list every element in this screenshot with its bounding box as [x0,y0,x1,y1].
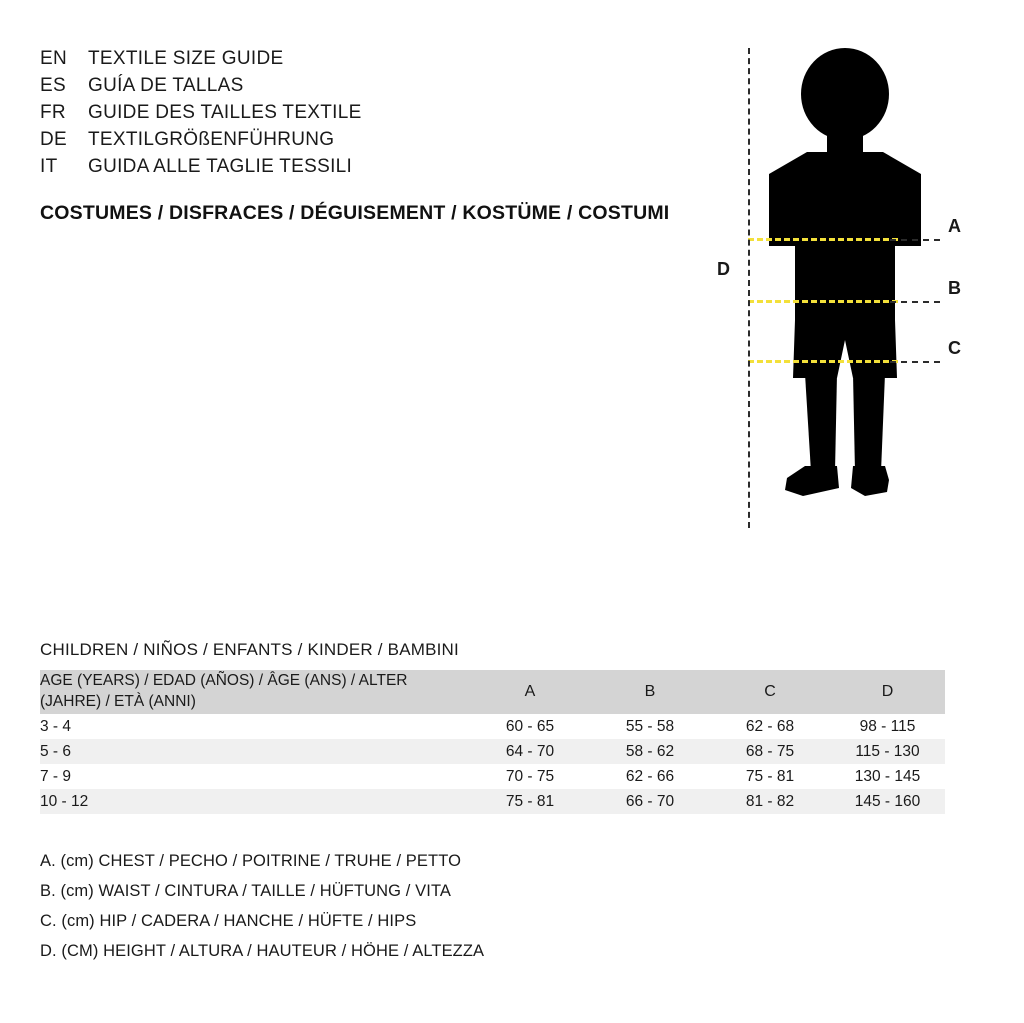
language-code: FR [40,102,66,123]
language-code: EN [40,48,67,69]
table-row [40,739,945,764]
language-title: TEXTILGRÖßENFÜHRUNG [88,129,335,150]
header-c: C [764,683,776,701]
table-row [40,714,945,739]
cell-a: 70 - 75 [505,767,555,785]
header-block [40,48,680,225]
table-row [40,764,945,789]
language-code: ES [40,75,66,96]
cell-c: 62 - 68 [745,717,795,735]
height-measure-line [748,48,750,528]
language-title: TEXTILE SIZE GUIDE [88,48,284,69]
cell-d: 98 - 115 [859,717,916,735]
cell-a: 64 - 70 [505,742,555,760]
language-row-de [40,129,680,151]
hip-measure-line [748,360,898,363]
cell-b: 55 - 58 [625,717,675,735]
cell-age: 3 - 4 [40,717,72,735]
language-row-it [40,156,680,178]
cell-d: 130 - 145 [854,767,921,785]
cell-a: 60 - 65 [505,717,555,735]
cell-age: 5 - 6 [40,742,72,760]
cell-b: 62 - 66 [625,767,675,785]
cell-b: 58 - 62 [625,742,675,760]
table-caption: CHILDREN / NIÑOS / ENFANTS / KINDER / BAMBINI [40,640,459,659]
header-b: B [644,683,656,701]
waist-leader-line [890,301,940,303]
label-b: B [948,278,961,298]
header-age: AGE (YEARS) / EDAD (AÑOS) / ÂGE (ANS) / ALTER (JAHRE) / ETÀ (ANNI) [40,672,408,710]
language-row-es [40,75,680,97]
cell-b: 66 - 70 [625,792,675,810]
table-row [40,789,945,814]
language-title: GUIDE DES TAILLES TEXTILE [88,102,362,123]
language-row-fr [40,102,680,124]
measurement-diagram [690,30,1000,550]
language-code: IT [40,156,58,177]
cell-c: 75 - 81 [745,767,795,785]
header-a: A [524,683,536,701]
waist-measure-line [748,300,898,303]
language-title: GUIDA ALLE TAGLIE TESSILI [88,156,353,177]
language-row-en [40,48,680,70]
legend-item-d: D. (CM) HEIGHT / ALTURA / HAUTEUR / HÖHE / ALTEZZA [40,942,485,960]
cell-c: 68 - 75 [745,742,795,760]
legend-block [40,852,740,972]
cell-a: 75 - 81 [505,792,555,810]
hip-leader-line [890,361,940,363]
label-a: A [948,216,961,236]
cell-d: 115 - 130 [855,742,920,760]
size-table-section [40,640,945,814]
child-silhouette-icon [745,48,945,538]
cell-age: 7 - 9 [40,767,72,785]
chest-leader-line [890,239,940,241]
costumes-subtitle: COSTUMES / DISFRACES / DÉGUISEMENT / KOSTÜME / COSTUMI [40,202,670,224]
header-d: D [881,683,894,701]
language-code: DE [40,129,67,150]
cell-age: 10 - 12 [40,792,89,810]
table-header-row [40,670,945,714]
size-table [40,670,945,814]
label-c: C [948,338,961,358]
chest-measure-line [748,238,898,241]
language-title: GUÍA DE TALLAS [88,75,244,96]
cell-d: 145 - 160 [854,792,921,810]
cell-c: 81 - 82 [745,792,795,810]
legend-item-a: A. (cm) CHEST / PECHO / POITRINE / TRUHE / PETTO [40,852,462,870]
legend-item-c: C. (cm) HIP / CADERA / HANCHE / HÜFTE / HIPS [40,912,417,930]
legend-item-b: B. (cm) WAIST / CINTURA / TAILLE / HÜFTUNG / VITA [40,882,452,900]
label-d: D [717,259,730,279]
